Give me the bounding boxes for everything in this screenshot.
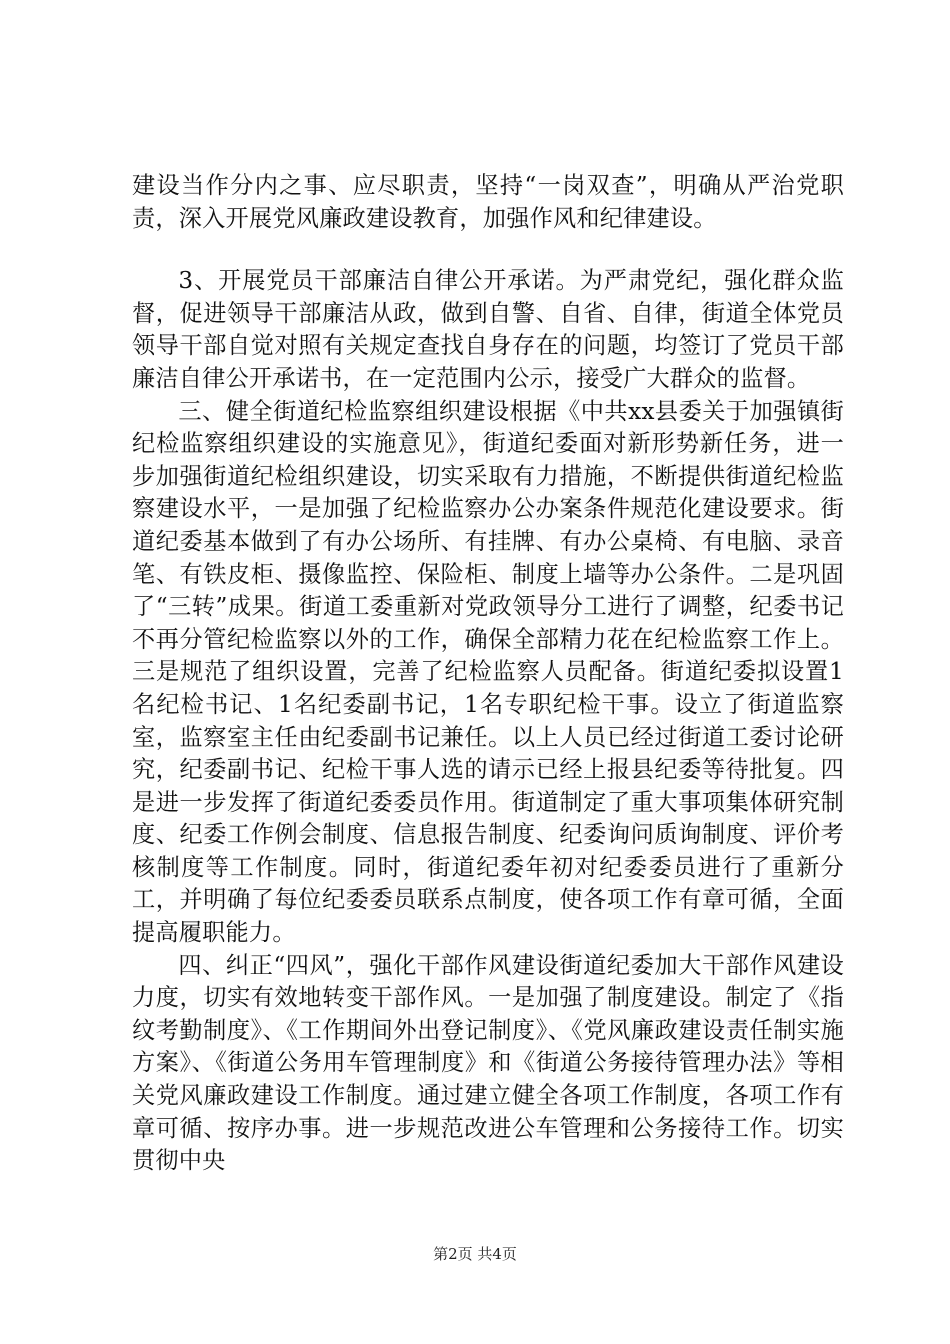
paragraph-four-winds: 四、纠正“四风”，强化干部作风建设街道纪委加大干部作风建设力度，切实有效地转变干部作风。一是加强了制度建设。制定了《指纹考勤制度》、《工作期间外出登记制度》、《党风廉政建设责任制实施方案》、《街道公务用车管理制度》和《街道公务接待管理办法》等相关党风廉政建设工作制度。通过建立健全各项工作制度，各项工作有章可循、按序办事。进一步规范改进公车管理和公务接待工作。切实贯彻中央 bbox=[132, 951, 844, 1175]
page-number-footer: 第2页 共4页 bbox=[433, 1245, 517, 1263]
paragraph-public-commitment: 3、开展党员干部廉洁自律公开承诺。为严肃党纪，强化群众监督，促进领导干部廉洁从政，做到自警、自省、自律，街道全体党员领导干部自觉对照有关规定查找自身存在的问题，均签订了党员干部廉洁自律公开承诺书，在一定范围内公示，接受广大群众的监督。 bbox=[132, 267, 844, 392]
paragraph-continuation: 建设当作分内之事、应尽职责，坚持“一岗双查”，明确从严治党职责，深入开展党风廉政建设教育，加强作风和纪律建设。 bbox=[132, 172, 844, 232]
paragraph-organization-building: 三、健全街道纪检监察组织建设根据《中共xx县委关于加强镇街纪检监察组织建设的实施意见》，街道纪委面对新形势新任务，进一步加强街道纪检组织建设，切实采取有力措施，不断提供街道纪检监察建设水平，一是加强了纪检监察办公办案条件规范化建设要求。街道纪委基本做到了有办公场所、有挂牌、有办公桌椅、有电脑、录音笔、有铁皮柜、摄像监控、保险柜、制度上墙等办公条件。二是巩固了“三转”成果。街道工委重新对党政领导分工进行了调整，纪委书记不再分管纪检监察以外的工作，确保全部精力花在纪检监察工作上。三是规范了组织设置，完善了纪检监察人员配备。街道纪委拟设置1名纪检书记、1名纪委副书记，1名专职纪检干事。设立了街道监察室，监察室主任由纪委副书记兼任。以上人员已经过街道工委讨论研究，纪委副书记、纪检干事人选的请示已经上报县纪委等待批复。四是进一步发挥了街道纪委委员作用。街道制定了重大事项集体研究制度、纪委工作例会制度、信息报告制度、纪委询问质询制度、评价考核制度等工作制度。同时，街道纪委年初对纪委委员进行了重新分工，并明确了每位纪委委员联系点制度，使各项工作有章可循，全面提高履职能力。 bbox=[132, 397, 844, 947]
document-body bbox=[132, 170, 844, 1178]
